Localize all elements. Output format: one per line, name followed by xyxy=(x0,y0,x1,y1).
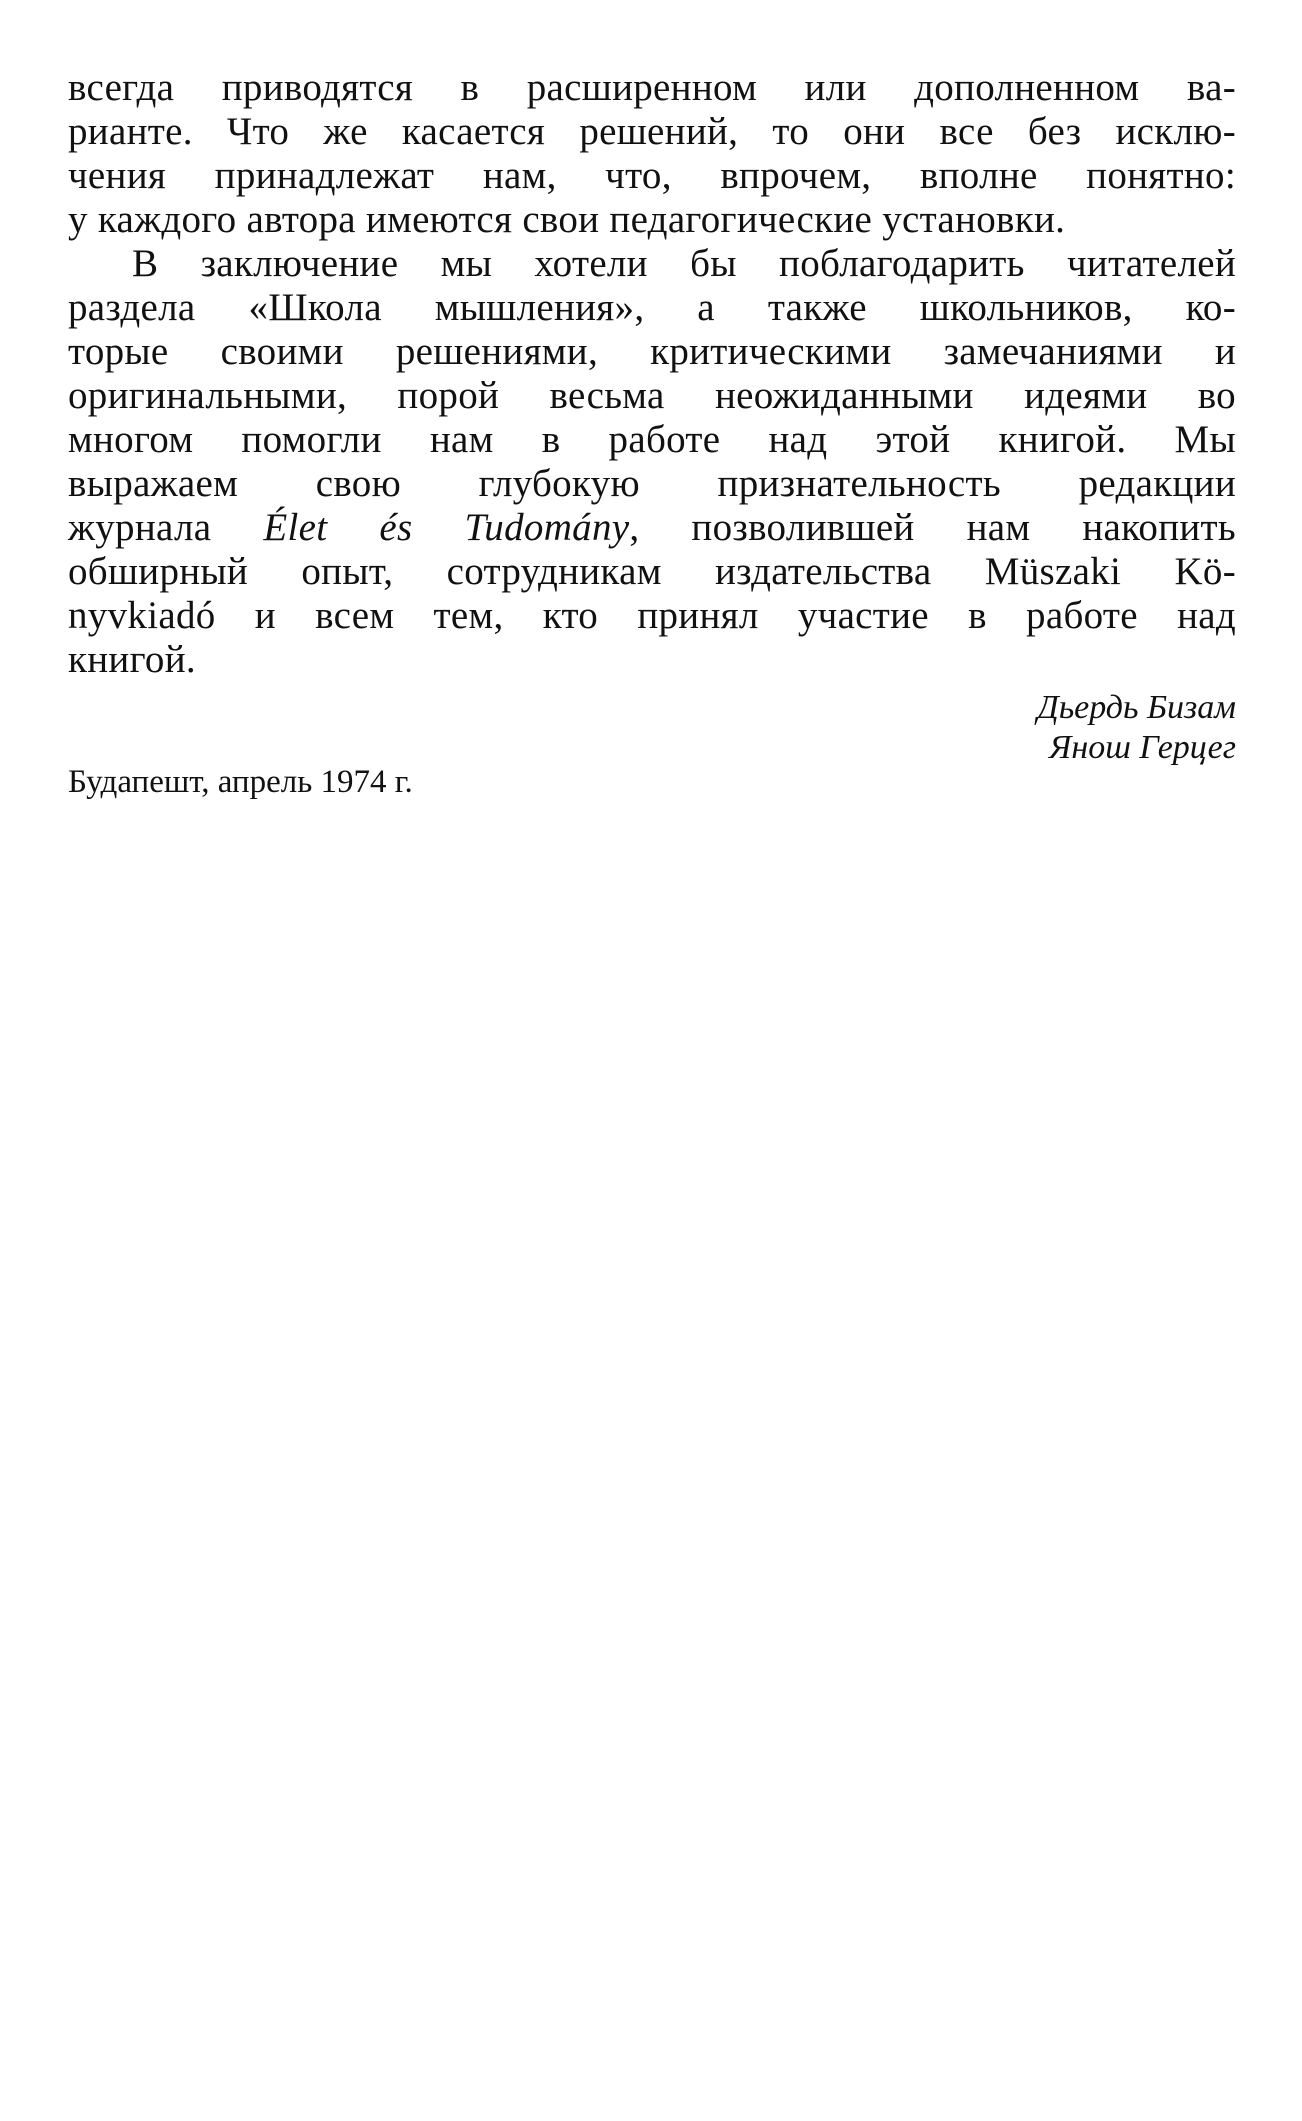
paragraph-1-line: чения принадлежат нам, что, впрочем, вполне понятно: xyxy=(68,154,1236,197)
paragraph-1 xyxy=(68,66,1236,242)
paragraph-2-line: обширный опыт, сотрудникам издательства Müszaki Kö- xyxy=(68,550,1236,593)
journal-name: Élet és Tudomány xyxy=(263,506,630,549)
paragraph-1-line: рианте. Что же касается решений, то они все без исклю- xyxy=(68,110,1236,153)
paragraph-2-line: торые своими решениями, критическими замечаниями и xyxy=(68,330,1236,373)
dateline: Будапешт, апрель 1974 г. xyxy=(68,764,413,800)
paragraph-2-line: книгой. xyxy=(68,638,196,681)
paragraph-2-line: оригинальными, порой весьма неожиданными идеями во xyxy=(68,374,1236,417)
paragraph-2-journal-line xyxy=(68,506,1236,550)
journal-suffix: , позволившей нам накопить xyxy=(629,506,1236,549)
paragraph-2-line: выражаем свою глубокую признательность редакции xyxy=(68,462,1236,505)
paragraph-2-line: nyvkiadó и всем тем, кто принял участие в работе над xyxy=(68,594,1236,637)
author-signature: Дьердь Бизам xyxy=(1037,689,1236,726)
paragraph-1-line: всегда приводятся в расширенном или дополненном ва- xyxy=(68,66,1236,109)
signatures xyxy=(1037,688,1236,768)
page-body xyxy=(68,66,1236,682)
paragraph-1-line: у каждого автора имеются свои педагогические установки. xyxy=(68,198,1066,241)
journal-prefix: журнала xyxy=(68,506,264,549)
paragraph-2 xyxy=(68,242,1236,682)
paragraph-2-line: раздела «Школа мышления», а также школьников, ко- xyxy=(68,286,1236,329)
paragraph-2-line: В заключение мы хотели бы поблагодарить читателей xyxy=(132,242,1236,285)
author-signature: Янош Герцег xyxy=(1049,729,1236,766)
paragraph-2-line: многом помогли нам в работе над этой книгой. Мы xyxy=(68,418,1236,461)
